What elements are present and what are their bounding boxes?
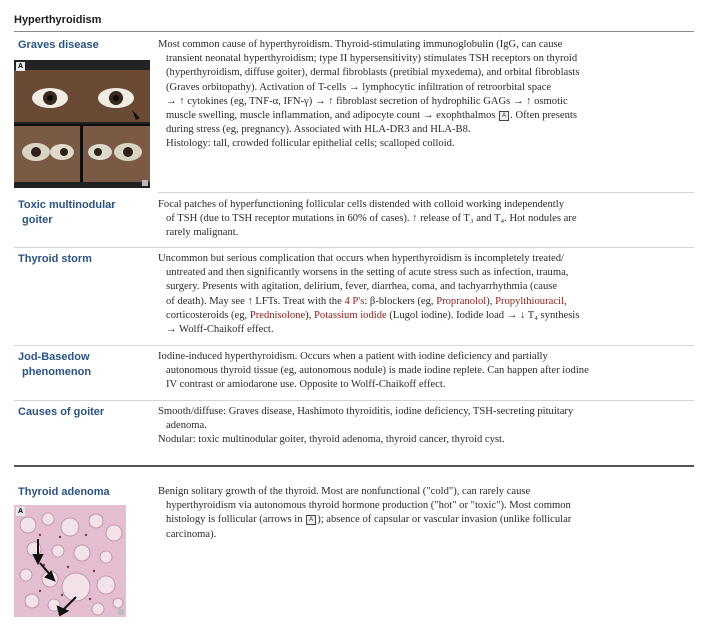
figure-label-a: A — [17, 508, 24, 515]
term-thyroid-storm: Thyroid storm — [18, 253, 92, 265]
thick-rule — [14, 465, 694, 467]
term-toxic-multinodular-goiter — [18, 198, 136, 228]
desc-causes-of-goiter — [158, 405, 686, 448]
term-line: Jod-Basedow — [18, 351, 90, 363]
desc-line: (hyperthyroidism, diffuse goiter), dermal fibroblasts (pretibial myxedema), and orbital fibroblasts — [166, 67, 580, 79]
histology-image — [14, 505, 126, 617]
desc-line: transient neonatal hyperthyroidism; type II hypersensitivity) stimulates TSH receptors on thyroid — [166, 53, 578, 65]
row-divider — [158, 192, 694, 193]
figure-ref-icon: A — [499, 111, 509, 121]
desc-line: Smooth/diffuse: Graves disease, Hashimoto thyroiditis, iodine deficiency, TSH-secreting pituitary — [158, 406, 574, 417]
desc-line: untreated and then significantly worsens in the setting of acute stress such as infection, trauma, — [166, 267, 569, 279]
term-line: goiter — [22, 214, 53, 226]
row-divider — [14, 345, 694, 346]
entry-thyroid-adenoma — [14, 485, 694, 625]
desc-text: ); absence of capsular or vascular invasion (unlike follicular — [317, 514, 572, 526]
desc-graves-disease — [158, 38, 686, 152]
desc-text: : β-blockers (eg, — [364, 295, 437, 307]
desc-line: rarely malignant. — [166, 227, 239, 239]
graves-exophthalmos-photo — [14, 60, 150, 188]
desc-line: autonomous thyroid tissue (eg, autonomous nodule) is made iodine replete. Can happen after iodine — [166, 365, 589, 377]
desc-thyroid-adenoma — [158, 485, 686, 542]
desc-text: . Often presents — [510, 110, 577, 122]
desc-text: , — [563, 295, 567, 307]
figure-corner-mark — [142, 180, 148, 186]
desc-line: → ↑ cytokines (eg, TNF-α, IFN-γ) → ↑ fibroblast secretion of hydrophilic GAGs → ↑ osmotic — [166, 95, 568, 107]
desc-jod-basedow — [158, 350, 686, 393]
term-jod-basedow — [18, 350, 136, 380]
desc-line: carcinoma). — [166, 528, 217, 540]
desc-line: hyperthyroidism via autonomous thyroid hormone production ("hot" or "toxic"). Most common — [166, 500, 571, 512]
desc-text: histology is follicular (arrows in — [166, 514, 303, 526]
desc-line: Uncommon but serious complication that occurs when hyperthyroidism is incompletely treated/ — [158, 253, 565, 264]
term-graves-disease: Graves disease — [18, 39, 99, 51]
desc-line: Histology: tall, crowded follicular epithelial cells; scalloped colloid. — [166, 138, 455, 150]
drug-potassium-iodide: Potassium iodide — [314, 309, 387, 321]
desc-line: of TSH (due to TSH receptor mutations in 60% of cases). ↑ release of T₃ and T₄. Hot nodules are — [166, 213, 577, 225]
desc-line: Benign solitary growth of the thyroid. Most are nonfunctional ("cold"), can rarely cause — [158, 486, 531, 497]
desc-line: (Graves orbitopathy). Activation of T-cells → lymphocytic infiltration of retroorbital space — [166, 81, 552, 93]
figure-ref-icon: A — [306, 515, 316, 525]
entry-thyroid-storm — [14, 252, 694, 344]
term-line: phenomenon — [22, 366, 92, 378]
entry-graves-disease — [14, 38, 694, 188]
title-divider — [14, 31, 694, 32]
desc-text: of death). May see ↑ LFTs. Treat with the — [166, 295, 345, 307]
desc-line: during stress (eg, pregnancy). Associated with HLA-DR3 and HLA-B8. — [166, 124, 471, 136]
desc-line — [158, 309, 686, 323]
desc-text: muscle swelling, muscle inflammation, and adipocyte count → exophthalmos — [166, 110, 496, 122]
desc-line: adenoma. — [166, 420, 207, 432]
desc-text: ), — [305, 309, 314, 321]
desc-line: IV contrast or amiodarone use. Opposite to Wolff-Chaikoff effect. — [166, 379, 446, 391]
entry-toxic-multinodular-goiter — [14, 198, 694, 246]
figure-label-a: A — [17, 63, 24, 70]
drug-propylthiouracil: Propylthiouracil — [495, 295, 564, 307]
entry-causes-of-goiter — [14, 405, 694, 455]
desc-line — [158, 513, 686, 527]
desc-line — [158, 109, 686, 123]
adenoma-histology-image — [14, 505, 126, 617]
desc-text: (Lugol iodine). Iodide load → ↓ T₄ synthesis — [386, 309, 580, 321]
row-divider — [14, 247, 694, 248]
mnemonic-4ps: 4 P's — [344, 295, 365, 307]
desc-line: Most common cause of hyperthyroidism. Thyroid-stimulating immunoglobulin (IgG, can cause — [158, 39, 563, 50]
section-title: Hyperthyroidism — [14, 14, 102, 26]
desc-line: Focal patches of hyperfunctioning follicular cells distended with colloid working independently — [158, 199, 564, 210]
row-divider — [14, 400, 694, 401]
desc-toxic-multinodular-goiter — [158, 198, 686, 241]
drug-propranolol: Propranolol — [436, 295, 487, 307]
desc-line: → Wolff-Chaikoff effect. — [166, 324, 274, 336]
desc-line — [158, 295, 686, 309]
figure-corner-mark — [118, 609, 124, 615]
term-thyroid-adenoma: Thyroid adenoma — [18, 486, 110, 498]
term-causes-of-goiter: Causes of goiter — [18, 406, 105, 418]
desc-line: Nodular: toxic multinodular goiter, thyroid adenoma, thyroid cancer, thyroid cyst. — [158, 434, 505, 446]
drug-prednisolone: Prednisolone — [249, 309, 306, 321]
desc-line: surgery. Presents with agitation, delirium, fever, diarrhea, coma, and tachyarrhythmia (cause — [166, 281, 558, 293]
section-divider — [14, 465, 694, 467]
term-line: Toxic multinodular — [18, 199, 116, 211]
desc-text: corticosteroids (eg, — [166, 309, 250, 321]
entry-jod-basedow — [14, 350, 694, 400]
exophthalmos-image — [14, 60, 150, 188]
desc-thyroid-storm — [158, 252, 686, 337]
desc-text: ), — [486, 295, 496, 307]
desc-line: Iodine-induced hyperthyroidism. Occurs when a patient with iodine deficiency and partially — [158, 351, 548, 362]
